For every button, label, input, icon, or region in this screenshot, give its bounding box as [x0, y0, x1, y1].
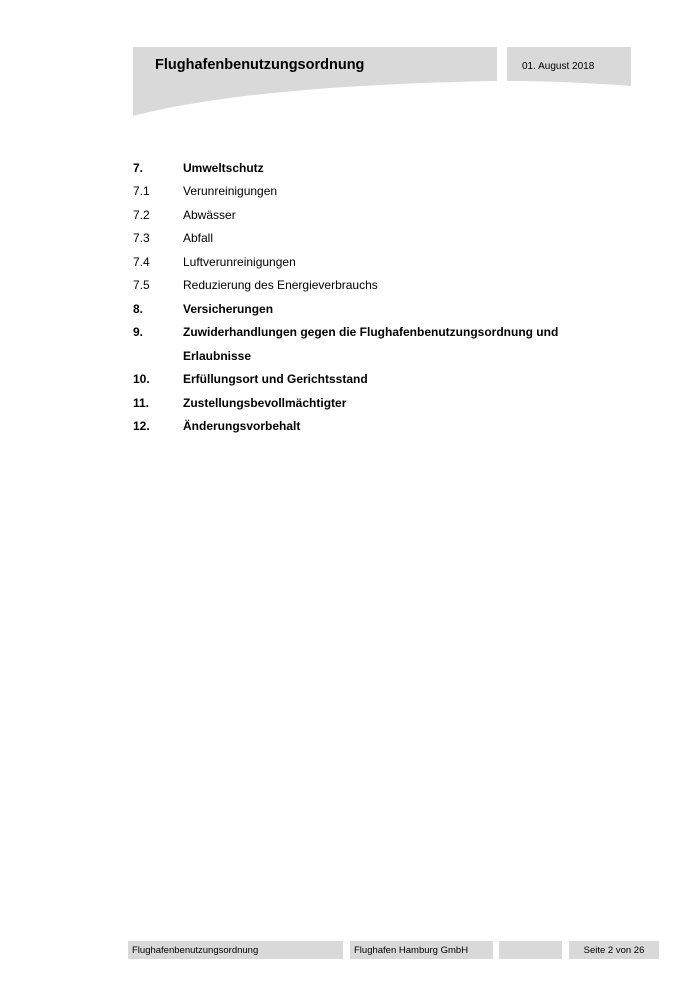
document-date: 01. August 2018 [522, 61, 595, 72]
toc-title: Luftverunreinigungen [183, 254, 296, 269]
toc-number: 7.5 [133, 278, 150, 293]
toc-entry-9-continuation[interactable] [133, 344, 613, 368]
toc-entry-8[interactable] [133, 297, 613, 321]
toc-number: 8. [133, 301, 144, 316]
toc-entry-9[interactable] [133, 321, 613, 345]
toc-number: 10. [133, 372, 150, 387]
footer-page-number: Seite 2 von 26 [569, 941, 659, 959]
toc-number: 7.2 [133, 207, 150, 222]
document-title: Flughafenbenutzungsordnung [155, 57, 365, 73]
toc-entry-10[interactable] [133, 368, 613, 392]
toc-number: 7.3 [133, 231, 150, 246]
toc-entry-7[interactable] [133, 156, 613, 180]
toc-number: 9. [133, 325, 144, 340]
toc-number: 7. [133, 160, 144, 175]
table-of-contents [133, 156, 613, 438]
toc-number: 7.1 [133, 184, 150, 199]
toc-number: 11. [133, 395, 150, 410]
footer-company: Flughafen Hamburg GmbH [350, 941, 493, 959]
toc-entry-7-2[interactable] [133, 203, 613, 227]
toc-entry-7-3[interactable] [133, 227, 613, 251]
toc-entry-7-4[interactable] [133, 250, 613, 274]
toc-number: 7.4 [133, 254, 150, 269]
toc-entry-7-5[interactable] [133, 274, 613, 298]
toc-entry-7-1[interactable] [133, 180, 613, 204]
toc-title: Abwässer [183, 207, 236, 222]
toc-title-continuation: Erlaubnisse [183, 348, 252, 363]
toc-title: Zuwiderhandlungen gegen die Flughafenbenutzungsordnung und [183, 325, 559, 340]
toc-title: Änderungsvorbehalt [183, 419, 301, 434]
toc-title: Verunreinigungen [183, 184, 278, 199]
footer-document-name: Flughafenbenutzungsordnung [128, 941, 343, 959]
toc-title: Reduzierung des Energieverbrauchs [183, 278, 378, 293]
footer-blank-cell [499, 941, 562, 959]
toc-title: Umweltschutz [183, 160, 264, 175]
toc-number: 12. [133, 419, 150, 434]
toc-entry-11[interactable] [133, 391, 613, 415]
toc-entry-12[interactable] [133, 415, 613, 439]
toc-title: Versicherungen [183, 301, 274, 316]
toc-title: Erfüllungsort und Gerichtsstand [183, 372, 368, 387]
toc-title: Abfall [183, 231, 214, 246]
toc-title: Zustellungsbevollmächtigter [183, 395, 347, 410]
